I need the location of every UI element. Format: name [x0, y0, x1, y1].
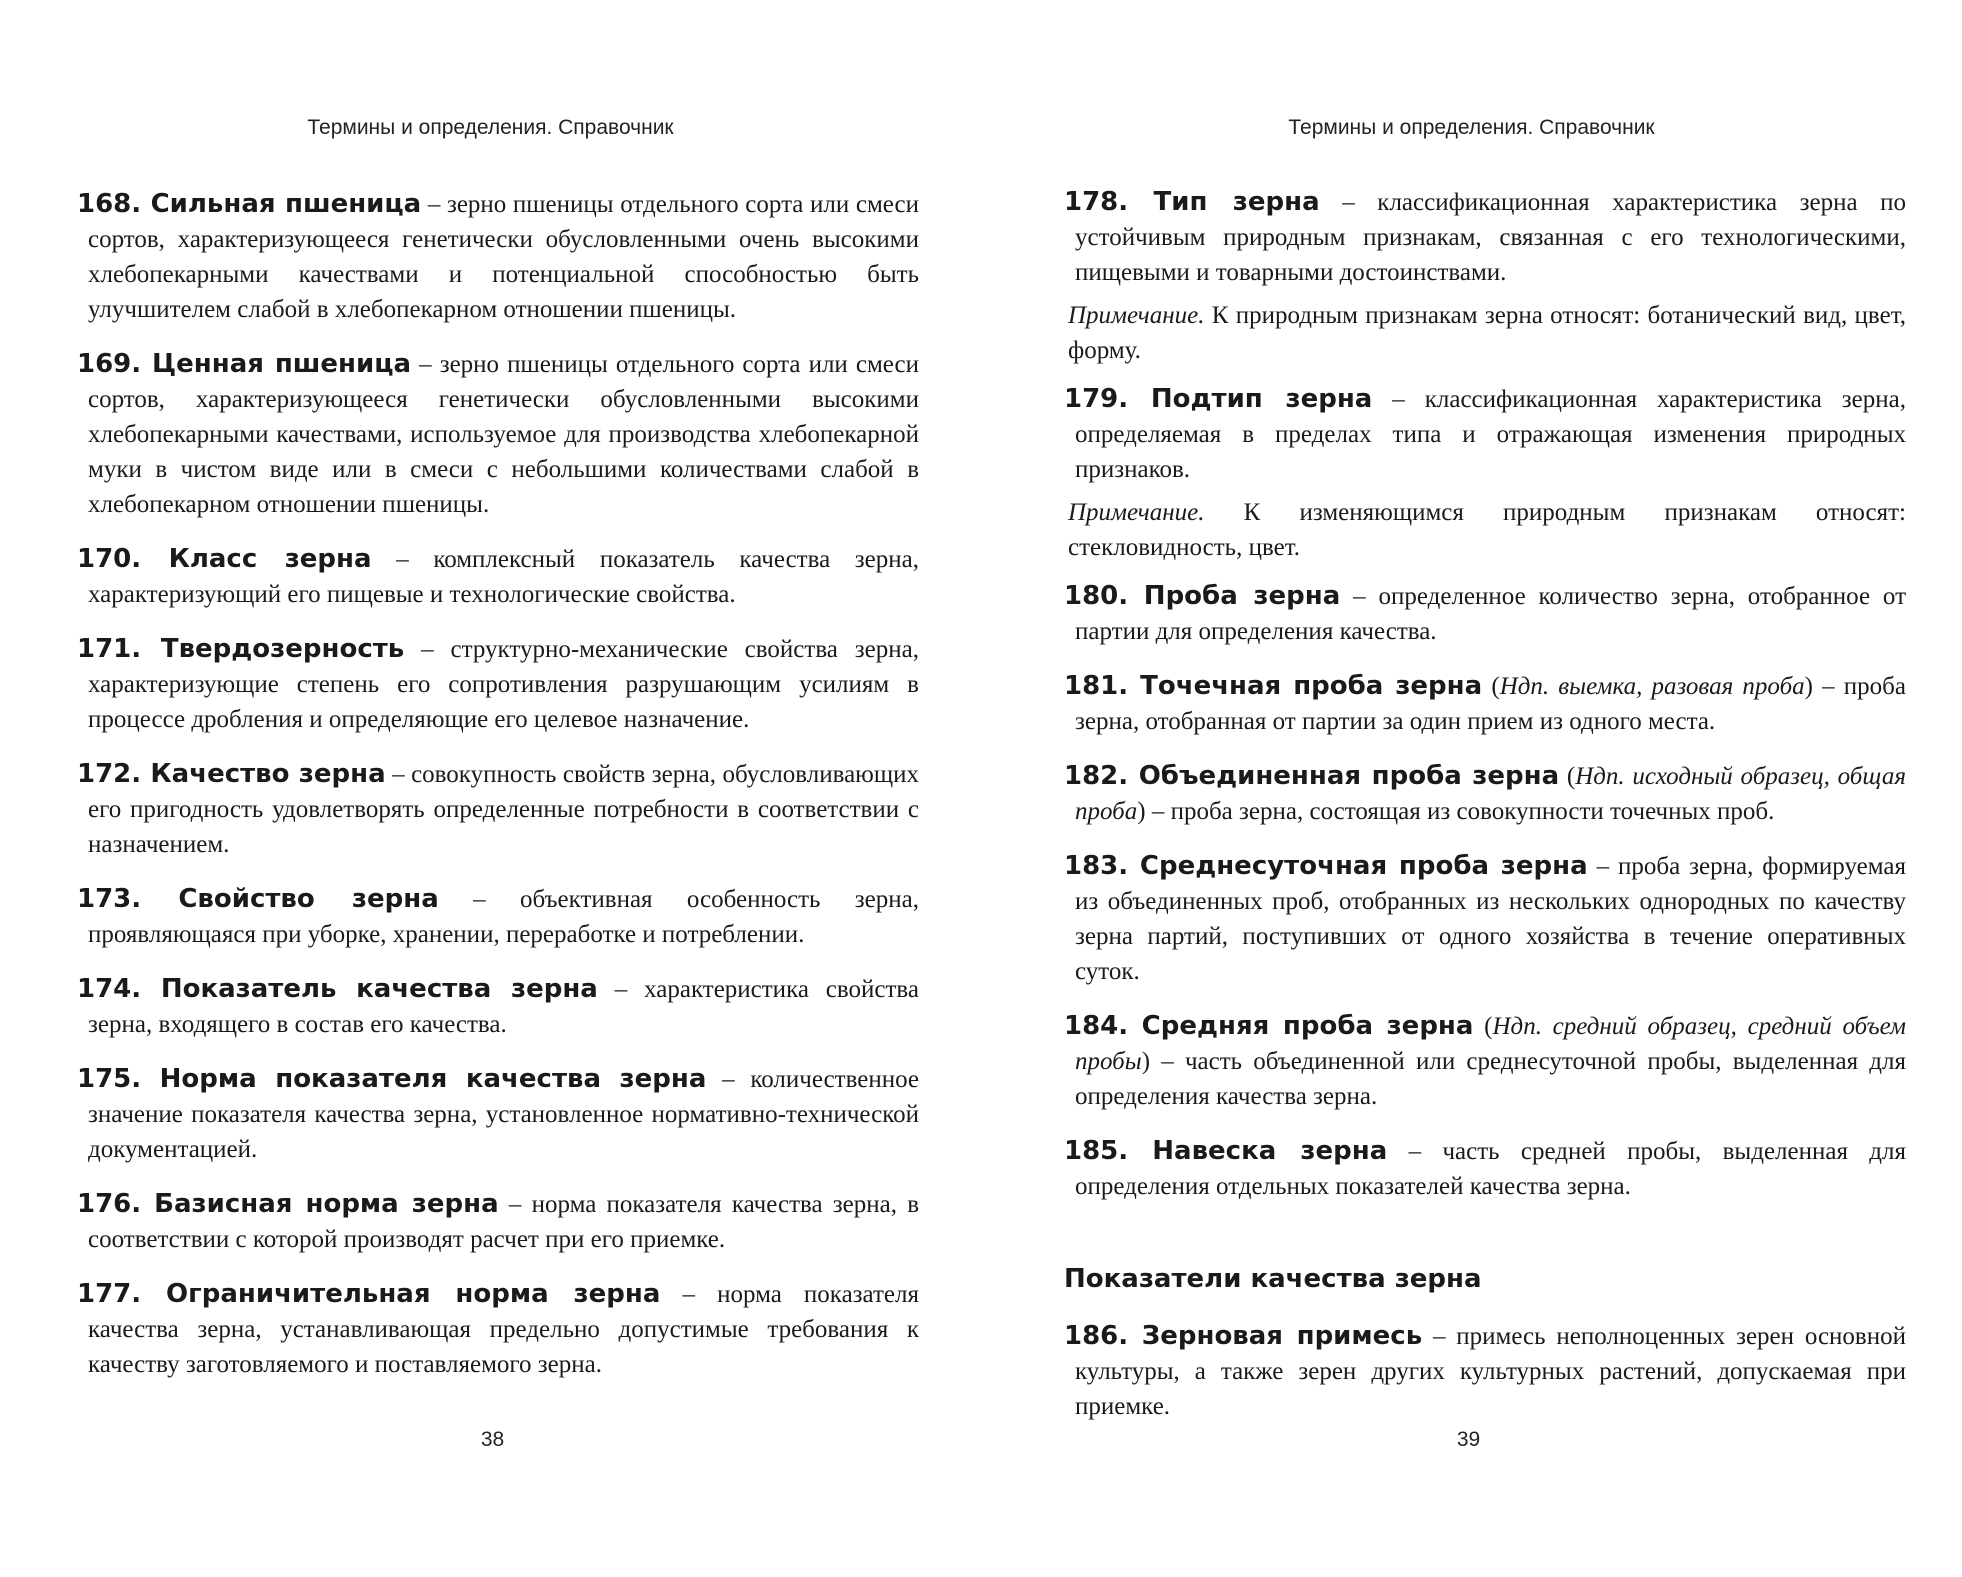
term-title: 170. Класс зерна [77, 544, 372, 574]
term-entry-178 [1064, 185, 1906, 290]
running-header: Термины и определения. Справочник [307, 116, 674, 139]
term-title: 169. Ценная пшеница [77, 349, 412, 379]
term-entry-177 [77, 1277, 919, 1382]
term-definition: – совокупность свойств зерна, обусловливающих его пригодность удовлетворять определенные потребности в соответствии с назначением. [88, 761, 919, 858]
note-text: К природным признакам зерна относят: ботанический вид, цвет, форму. [1068, 302, 1906, 364]
term-definition: – объективная особенность зерна, проявляющаяся при уборке, хранении, переработке и потреблении. [88, 886, 919, 948]
right-page [981, 0, 1962, 1577]
deprecated-synonyms: Ндп. средний образец, средний объем пробы [1075, 1013, 1906, 1075]
term-title: 180. Проба зерна [1064, 581, 1341, 611]
term-title: 185. Навеска зерна [1064, 1136, 1388, 1166]
term-title: 179. Подтип зерна [1064, 384, 1373, 414]
deprecated-synonyms: Ндп. исходный образец, общая проба [1075, 763, 1906, 825]
term-definition: – зерно пшеницы отдельного сорта или смеси сортов, характеризующееся генетически обусловленными высокими хлебопекарными качествами, используемое для производства хлебопекарной муки в чистом виде или в смеси с небольшими количествами слабой в хлебопекарном отношении пшеницы. [88, 351, 919, 518]
term-definition: – классификационная характеристика зерна по устойчивым природным признакам, связанная с его технологическими, пищевыми и товарными достоинствами. [1075, 189, 1907, 286]
deprecated-synonyms: Ндп. выемка, разовая проба [1499, 673, 1805, 700]
term-entry-173 [77, 882, 919, 952]
term-definition: – классификационная характеристика зерна, определяемая в пределах типа и отражающая изменения природных признаков. [1075, 386, 1906, 483]
term-entry-179 [1064, 382, 1906, 487]
term-title: 183. Среднесуточная проба зерна [1064, 851, 1588, 881]
term-definition: – примесь неполноценных зерен основной культуры, а также зерен других культурных растений, допускаемая при приемке. [1075, 1323, 1906, 1420]
note [1064, 298, 1906, 368]
term-definition: – часть средней пробы, выделенная для определения отдельных показателей качества зерна. [1075, 1138, 1906, 1200]
term-entry-183 [1064, 849, 1906, 989]
term-definition: ) – часть объединенной или среднесуточной пробы, выделенная для определения качества зерна. [1075, 1048, 1906, 1110]
term-title: 182. Объединенная проба зерна [1064, 761, 1560, 791]
term-title: 184. Средняя проба зерна [1064, 1011, 1474, 1041]
term-title: 173. Свойство зерна [77, 884, 439, 914]
page-body [77, 187, 919, 1402]
term-title: 176. Базисная норма зерна [77, 1189, 499, 1219]
term-definition: – проба зерна, формируемая из объединенных проб, отобранных из нескольких однородных по качеству зерна партий, поступивших от одного хозяйства в течение оперативных суток. [1075, 853, 1906, 985]
term-entry-182 [1064, 759, 1906, 829]
note [1064, 495, 1906, 565]
term-definition: – комплексный показатель качества зерна, характеризующий его пищевые и технологические свойства. [88, 546, 919, 608]
term-title: 181. Точечная проба зерна [1064, 671, 1483, 701]
term-entry-186 [1064, 1319, 1906, 1424]
term-title: 186. Зерновая примесь [1064, 1321, 1423, 1351]
page-number: 38 [480, 1428, 505, 1451]
term-entry-181 [1064, 669, 1906, 739]
term-entry-170 [77, 542, 919, 612]
term-title: 174. Показатель качества зерна [77, 974, 598, 1004]
term-title: 171. Твердозерность [77, 634, 405, 664]
term-entry-175 [77, 1062, 919, 1167]
term-entry-174 [77, 972, 919, 1042]
term-entry-172 [77, 757, 919, 862]
note-text: К изменяющимся природным признакам относят: стекловидность, цвет. [1068, 499, 1906, 561]
term-title: 178. Тип зерна [1064, 187, 1320, 217]
synonym-open: ( [1559, 763, 1576, 790]
note-label: Примечание. [1068, 499, 1205, 526]
running-header: Термины и определения. Справочник [1288, 116, 1655, 139]
page-number: 39 [1456, 1428, 1481, 1451]
term-definition: – определенное количество зерна, отобранное от партии для определения качества. [1075, 583, 1906, 645]
term-definition: – норма показателя качества зерна, в соответствии с которой производят расчет при его приемке. [88, 1191, 920, 1253]
synonym-open: ( [1473, 1013, 1493, 1040]
term-definition: ) – проба зерна, отобранная от партии за один прием из одного места. [1075, 673, 1906, 735]
term-entry-185 [1064, 1134, 1906, 1204]
term-entry-184 [1064, 1009, 1906, 1114]
term-title: 177. Ограничительная норма зерна [77, 1279, 661, 1309]
term-entry-176 [77, 1187, 919, 1257]
term-entry-180 [1064, 579, 1906, 649]
term-definition: ) – проба зерна, состоящая из совокупности точечных проб. [1137, 798, 1775, 825]
term-definition: – количественное значение показателя качества зерна, установленное нормативно-технической документацией. [88, 1066, 919, 1163]
term-entry-168 [77, 187, 919, 327]
term-title: 172. Качество зерна [77, 759, 386, 789]
term-title: 175. Норма показателя качества зерна [77, 1064, 707, 1094]
term-title: 168. Сильная пшеница [77, 189, 422, 219]
term-definition: – зерно пшеницы отдельного сорта или смеси сортов, характеризующееся генетически обусловленными очень высокими хлебопекарными качествами и потенциальной способностью быть улучшителем слабой в хлебопекарном отношении пшеницы. [88, 191, 919, 323]
term-entry-169 [77, 347, 919, 522]
term-definition: – характеристика свойства зерна, входящего в состав его качества. [88, 976, 919, 1038]
note-label: Примечание. [1068, 302, 1205, 329]
page-body [1064, 185, 1906, 1444]
section-heading: Показатели качества зерна [1064, 1264, 1482, 1294]
term-definition: – норма показателя качества зерна, устанавливающая предельно допустимые требования к качеству заготовляемого и поставляемого зерна. [88, 1281, 919, 1378]
term-entry-171 [77, 632, 919, 737]
synonym-open: ( [1482, 673, 1500, 700]
term-definition: – структурно-механические свойства зерна, характеризующие степень его сопротивления разрушающим усилиям в процессе дробления и определяющие его целевое назначение. [88, 636, 919, 733]
